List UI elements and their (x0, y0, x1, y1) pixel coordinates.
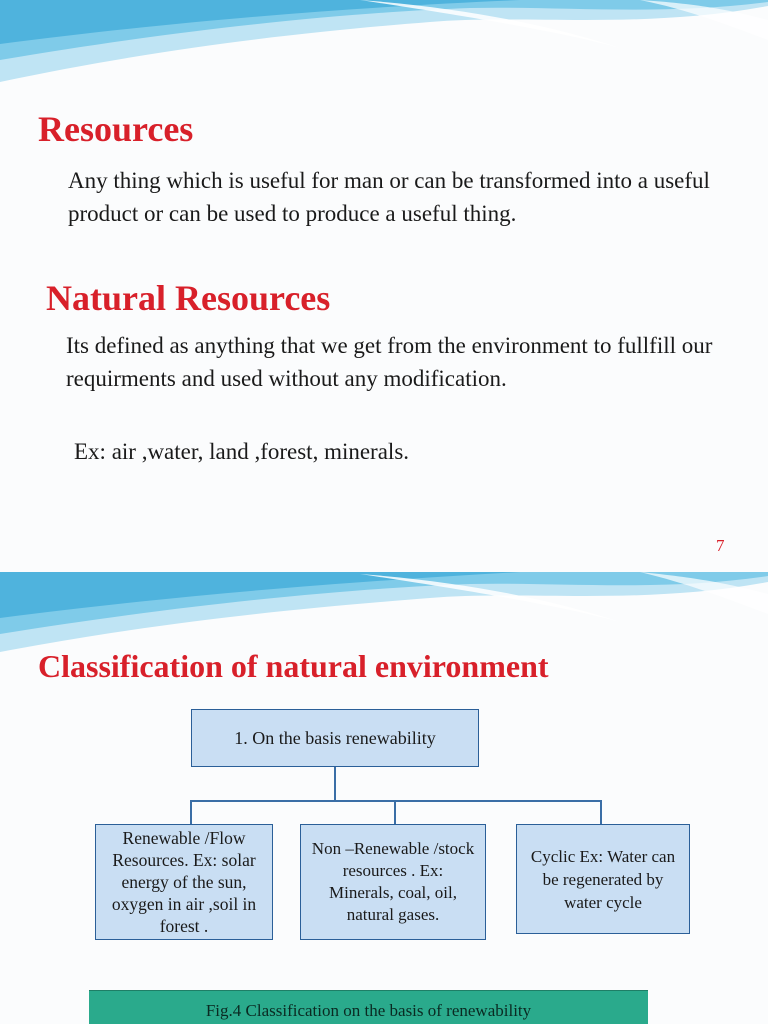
root-box-renewability (191, 709, 479, 767)
slide-title: Classification of natural environment (38, 648, 549, 684)
header-wave-decoration (0, 0, 768, 95)
box-cyclic-text: Cyclic Ex: Water can be regenerated by water cycle (530, 846, 676, 912)
connector-middle (394, 800, 396, 824)
figure-caption-text: Fig.4 Classification on the basis of renewability (205, 1001, 532, 1020)
root-box-label: 1. On the basis renewability (234, 727, 436, 748)
paragraph-resources-definition: Any thing which is useful for man or can be transformed into a useful product or can be used to produce a useful thing. (68, 168, 710, 226)
figure-caption (89, 990, 648, 1024)
connector-left (190, 800, 192, 824)
box-non-renewable-text: Non –Renewable /stock resources . Ex: Minerals, coal, oil, natural gases. (311, 839, 475, 924)
box-non-renewable-resources (300, 824, 486, 940)
connector-right (600, 800, 602, 824)
heading-resources: Resources (38, 109, 194, 149)
heading-natural-resources: Natural Resources (46, 278, 331, 318)
slide-classification (0, 572, 768, 1024)
paragraph-natural-resources-definition: Its defined as anything that we get from the environment to fullfill our requirments and used without any modification. (66, 333, 713, 391)
box-cyclic-resources (516, 824, 690, 934)
example-text: Ex: air ,water, land ,forest, minerals. (74, 439, 410, 464)
page-number: 7 (716, 536, 725, 555)
box-renewable-text: Renewable /Flow Resources. Ex: solar energy of the sun, oxygen in air ,soil in forest . (111, 828, 257, 936)
connector-vertical-root (334, 767, 336, 801)
box-renewable-resources (95, 824, 273, 940)
connector-horizontal (190, 800, 602, 802)
